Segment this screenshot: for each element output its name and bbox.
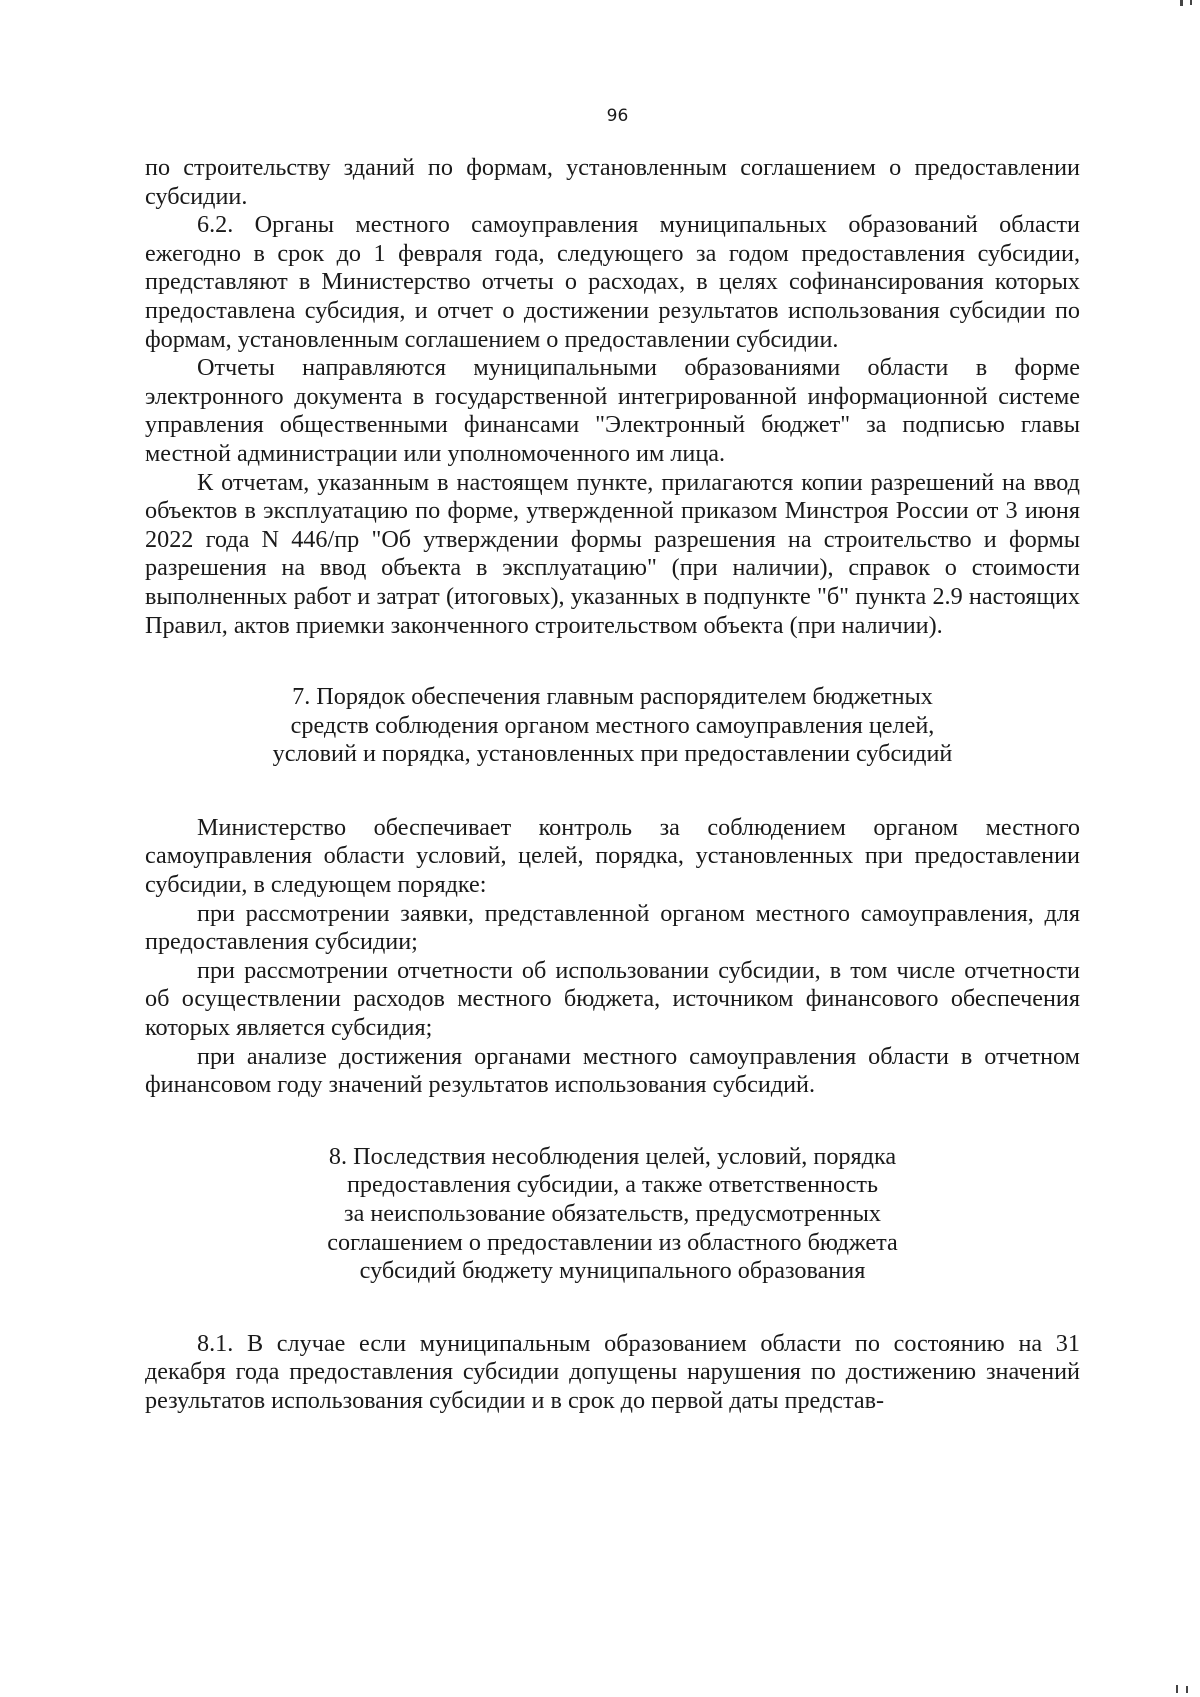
section-8-heading-line: 8. Последствия несоблюдения целей, условий, порядка bbox=[328, 1142, 897, 1170]
paragraph-6-1-continuation: по строительству зданий по формам, установленным соглашением о предоставлении субсидии. bbox=[145, 154, 1080, 210]
scan-artifact-bottom-right bbox=[1186, 1686, 1188, 1693]
section-7-heading-line: средств соблюдения органом местного самоуправления целей, bbox=[290, 711, 935, 739]
section-7-heading-line: 7. Порядок обеспечения главным распорядителем бюджетных bbox=[292, 683, 933, 711]
page-number: 96 bbox=[606, 106, 629, 126]
section-8-heading-line: соглашением о предоставлении из областного бюджета bbox=[327, 1228, 898, 1256]
paragraph-6-2: 6.2. Органы местного самоуправления муниципальных образований области ежегодно в срок до 1 февраля года, следующего за годом предоставления субсидии, представляют в Министерство отчеты о расходах, в целях софинансирования которых предоставлена субсидия, и отчет о достижении результатов использования субсидии по формам, установленным соглашением о предоставлении субсидии. bbox=[145, 211, 1080, 353]
scan-artifact-bottom-right bbox=[1176, 1685, 1178, 1693]
section-7-heading-line: условий и порядка, установленных при предоставлении субсидий bbox=[272, 740, 953, 768]
paragraph-8-1: 8.1. В случае если муниципальным образованием области по состоянию на 31 декабря года предоставления субсидии допущены нарушения по достижению значений результатов использования субсидии и в срок до первой даты представ- bbox=[145, 1329, 1080, 1414]
paragraph-reports-attachments: К отчетам, указанным в настоящем пункте, прилагаются копии разрешений на ввод объектов в эксплуатацию по форме, утвержденной приказом Минстроя России от 3 июня 2022 года N 446/пр "Об утверждении формы разрешения на строительство и формы разрешения на ввод объекта в эксплуатацию" (при наличии), справок о стоимости выполненных работ и затрат (итоговых), указанных в подпункте "б" пункта 2.9 настоящих Правил, актов приемки законченного строительством объекта (при наличии). bbox=[145, 468, 1080, 639]
section-7-heading bbox=[145, 683, 1080, 769]
section-8-heading bbox=[145, 1143, 1080, 1286]
paragraph-7-item-reporting: при рассмотрении отчетности об использовании субсидии, в том числе отчетности об осуществлении расходов местного бюджета, источником финансового обеспечения которых является субсидия; bbox=[145, 956, 1080, 1042]
section-8-heading-line: предоставления субсидии, а также ответственность bbox=[346, 1171, 878, 1199]
scan-artifact-top-right bbox=[1190, 0, 1192, 5]
paragraph-7-control: Министерство обеспечивает контроль за соблюдением органом местного самоуправления области условий, целей, порядка, установленных при предоставлении субсидии, в следующем порядке: bbox=[145, 813, 1080, 899]
section-8-heading-line: субсидий бюджету муниципального образования bbox=[359, 1257, 866, 1285]
paragraph-7-item-application: при рассмотрении заявки, представленной органом местного самоуправления, для предоставления субсидии; bbox=[145, 899, 1080, 956]
document-body bbox=[145, 154, 1080, 1416]
section-8-heading-line: за неиспользование обязательств, предусмотренных bbox=[344, 1200, 881, 1227]
scan-artifact-top-right bbox=[1180, 0, 1183, 6]
paragraph-reports-format: Отчеты направляются муниципальными образованиями области в форме электронного документа в государственной интегрированной информационной системе управления общественными финансами "Электронный бюджет" за подписью главы местной администрации или уполномоченного им лица. bbox=[145, 354, 1080, 467]
paragraph-7-item-analysis: при анализе достижения органами местного самоуправления области в отчетном финансовом году значений результатов использования субсидий. bbox=[145, 1042, 1080, 1099]
